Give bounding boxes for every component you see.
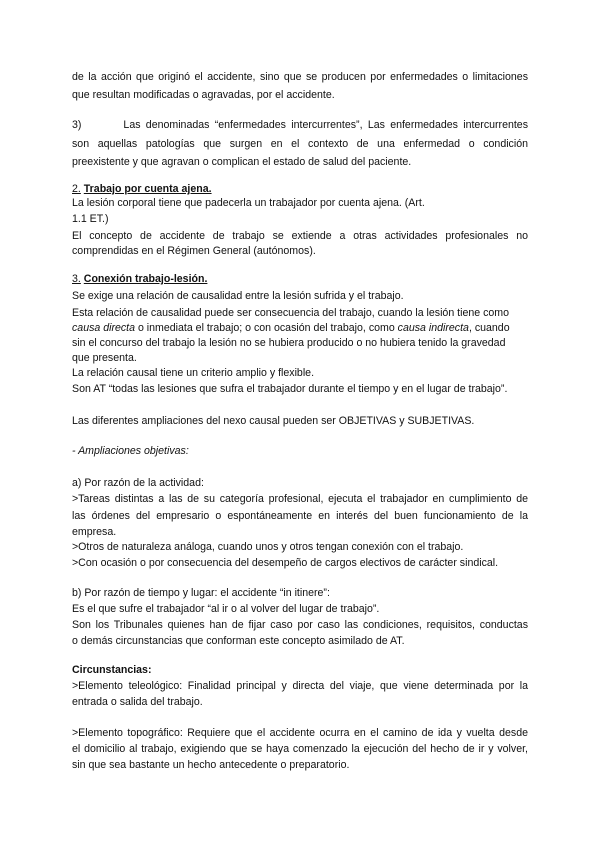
- text-line: las órdenes del empresario o espontáneamente en interés del buen funcionamiento de la: [72, 510, 528, 522]
- list-item-3: [72, 118, 528, 132]
- section-title: Trabajo por cuenta ajena.: [83, 183, 212, 195]
- text-line: >Elemento topográfico: Requiere que el accidente ocurra en el camino de ida y vuelta desde: [72, 727, 528, 739]
- text-line: >Otros de naturaleza análoga, cuando unos y otros tengan conexión con el trabajo.: [72, 541, 464, 553]
- text-line: que presenta.: [72, 352, 137, 364]
- circumstances-heading: Circunstancias:: [72, 664, 152, 676]
- text-line: causa directa o inmediata el trabajo; o con ocasión del trabajo, como causa indirecta, cuando: [72, 322, 510, 334]
- text-line: La relación causal tiene un criterio amplio y flexible.: [72, 367, 315, 379]
- text-line: Se exige una relación de causalidad entre la lesión sufrida y el trabajo.: [72, 290, 404, 302]
- text-line: Esta relación de causalidad puede ser consecuencia del trabajo, cuando la lesión tiene como: [72, 307, 509, 319]
- text-line: que resultan modificadas o agravadas, por el accidente.: [72, 89, 335, 101]
- text-line: son aquellas patologías que surgen en el contexto de una enfermedad o condición: [72, 138, 528, 150]
- text-line: el domicilio al trabajo, exigiendo que se haya comenzado la ejecución del hecho de ir y volver,: [72, 743, 528, 755]
- subsection-title-b: b) Por razón de tiempo y lugar: el accidente “in itinere”:: [72, 587, 330, 599]
- subsection-title-a: a) Por razón de la actividad:: [72, 477, 204, 489]
- section-title: Conexión trabajo-lesión.: [83, 273, 208, 285]
- section-number: 3.: [72, 273, 81, 285]
- text-line: La lesión corporal tiene que padecerla un trabajador por cuenta ajena. (Art.: [72, 197, 425, 209]
- text-line: Las diferentes ampliaciones del nexo causal pueden ser OBJETIVAS y SUBJETIVAS.: [72, 415, 475, 427]
- list-number: 3): [72, 119, 82, 131]
- section-heading-2: [72, 182, 528, 196]
- text-line: El concepto de accidente de trabajo se extiende a otras actividades profesionales no: [72, 230, 528, 242]
- italic-term: causa directa: [72, 322, 136, 334]
- section-number: 2.: [72, 183, 81, 195]
- text-line: de la acción que originó el accidente, sino que se producen por enfermedades o limitaciones: [72, 71, 528, 83]
- text-line: o demás circunstancias que conforman este concepto asimilado de AT.: [72, 635, 405, 647]
- text-line: Es el que sufre el trabajador “al ir o al volver del lugar de trabajo”.: [72, 603, 380, 615]
- text-line: >Elemento teleológico: Finalidad principal y directa del viaje, que viene determinada por la: [72, 680, 528, 692]
- text-line: comprendidas en el Régimen General (autónomos).: [72, 245, 316, 257]
- text-line: entrada o salida del trabajo.: [72, 696, 203, 708]
- text-line: >Tareas distintas a las de su categoría profesional, ejecuta el trabajador en cumplimiento de: [72, 493, 528, 505]
- text-line: >Con ocasión o por consecuencia del desempeño de cargos electivos de carácter sindical.: [72, 557, 499, 569]
- text-line: Son los Tribunales quienes han de fijar caso por caso las condiciones, requisitos, conductas: [72, 619, 528, 631]
- italic-term: causa indirecta: [397, 322, 469, 334]
- text-line: Las denominadas “enfermedades intercurrentes”, Las enfermedades intercurrentes: [123, 119, 528, 131]
- text-line: sin el concurso del trabajo la lesión no se hubiera producido o no hubiera tenido la gravedad: [72, 337, 506, 349]
- text-line: Son AT “todas las lesiones que sufra el trabajador durante el tiempo y en el lugar de trabajo”.: [72, 383, 508, 395]
- text-line: sin que sea bastante un hecho antecedente o preparatorio.: [72, 759, 350, 771]
- text-line: preexistente y que agravan o complican el estado de salud del paciente.: [72, 156, 412, 168]
- section-heading-3: [72, 272, 528, 286]
- italic-subheading: - Ampliaciones objetivas:: [72, 445, 189, 457]
- text-line: empresa.: [72, 526, 117, 538]
- text-line: 1.1 ET.): [72, 213, 109, 225]
